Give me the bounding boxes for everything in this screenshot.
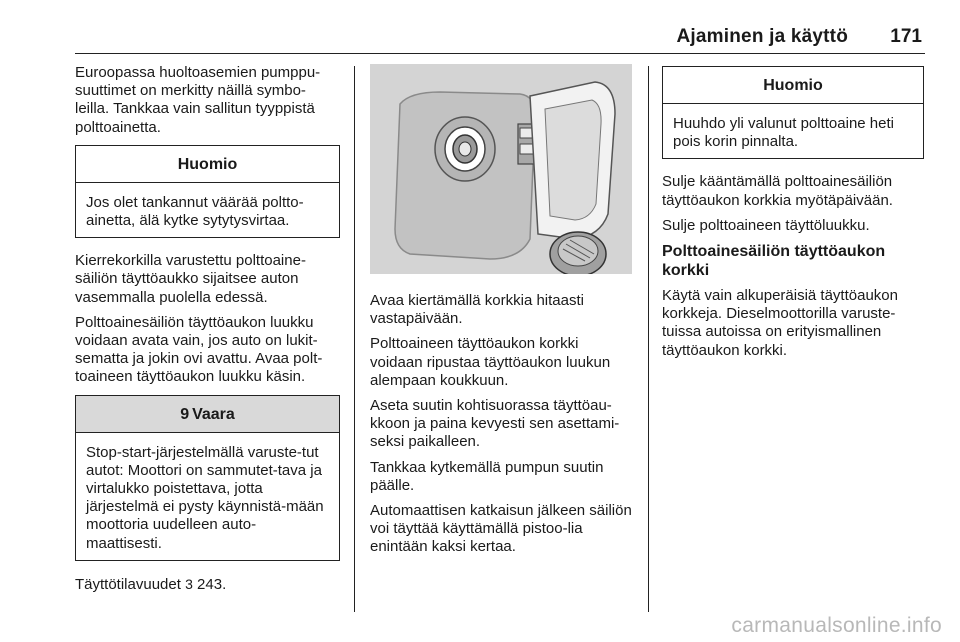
page-header	[0, 0, 960, 52]
watermark: carmanualsonline.info	[731, 614, 942, 637]
page-reference[interactable]: 243.	[197, 575, 227, 593]
note-box	[662, 66, 924, 159]
paragraph: Käytä vain alkuperäisiä täyttöaukon korkkeja. Dieselmoottorilla varuste-tuissa autoissa on erityismallinen täyttöaukon korkki.	[662, 287, 898, 359]
paragraph: Sulje kääntämällä polttoainesäiliön täyttöaukon korkkia myötäpäivään.	[662, 173, 893, 209]
column-3	[662, 64, 924, 367]
paragraph: Polttoainesäiliön täyttöaukon luukku voidaan avata vain, jos auto on lukit-sematta ja jokin ovi avattu. Avaa polt-toaineen täyttöaukon luukku käsin.	[75, 313, 323, 386]
column-1	[75, 64, 340, 601]
subheading: Polttoainesäiliön täyttöaukon korkki	[662, 243, 886, 280]
paragraph: Sulje polttoaineen täyttöluukku.	[662, 216, 870, 234]
paragraph: Avaa kiertämällä korkkia hitaasti vastapäivään.	[370, 292, 584, 328]
header-divider	[75, 53, 925, 54]
paragraph: Aseta suutin kohtisuorassa täyttöau-kkoon ja paina kevyesti sen asettami-seksi paikalleen.	[370, 397, 620, 451]
column-divider-2	[648, 66, 649, 612]
fuel-filler-illustration	[370, 64, 632, 274]
note-text: Jos olet tankannut väärää poltto-ainetta, älä kytke sytytysvirtaa.	[86, 193, 304, 230]
page-number: 171	[890, 26, 922, 47]
section-title: Ajaminen ja käyttö	[676, 26, 848, 47]
warning-title: Vaara	[192, 405, 235, 423]
fuel-filler-drawing	[370, 64, 632, 274]
warning-header	[76, 396, 339, 433]
column-2	[370, 64, 634, 564]
paragraph: Tankkaa kytkemällä pumpun suutin päälle.	[370, 458, 604, 494]
page-ref-arrow-icon: 3	[185, 575, 193, 592]
paragraph: Automaattisen katkaisun jälkeen säiliön voi täyttää käyttämällä pistoo-lia enintään kaksi kertaa.	[370, 502, 632, 556]
warning-triangle-icon: 9	[180, 405, 190, 423]
paragraph: Polttoaineen täyttöaukon korkki voidaan ripustaa täyttöaukon luukun alempaan koukkuun.	[370, 335, 611, 389]
paragraph: Kierrekorkilla varustettu polttoaine-säiliön täyttöaukko sijaitsee auton vasemmalla puolella edessä.	[75, 252, 306, 306]
note-text: Huuhdo yli valunut polttoaine heti pois korin pinnalta.	[673, 115, 894, 151]
column-divider-1	[354, 66, 355, 612]
warning-box	[75, 395, 340, 561]
note-title: Huomio	[76, 146, 339, 183]
capacity-reference	[75, 575, 340, 594]
paragraph: Euroopassa huoltoasemien pumppu-suuttimet on merkitty näillä symbo-leilla. Tankkaa vain sallitun tyyppistä polttoainetta.	[75, 64, 321, 136]
capacity-label: Täyttötilavuudet	[75, 575, 181, 593]
note-box	[75, 145, 340, 238]
warning-text: Stop-start-järjestelmällä varuste-tut autot: Moottori on sammutet-tava ja virtalukko poistettava, jotta järjestelmä ei pysty käynnistä-mään moottoria uudelleen auto-maattisesti.	[86, 443, 324, 552]
note-title: Huomio	[663, 67, 923, 104]
